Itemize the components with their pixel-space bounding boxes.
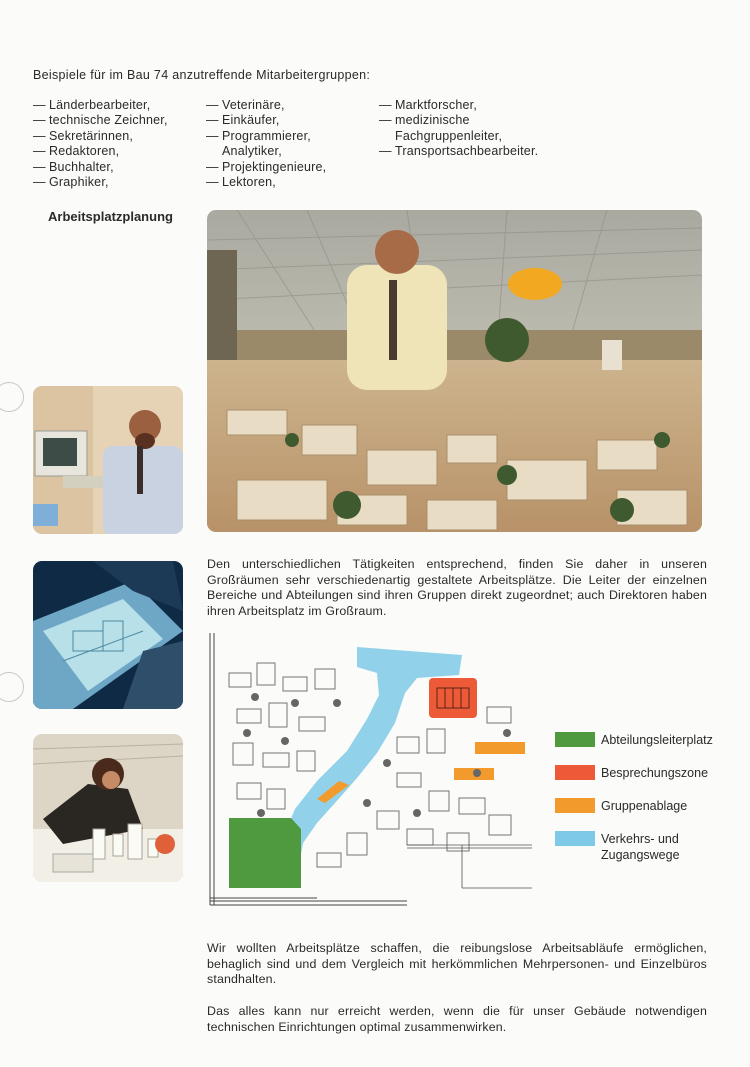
group-list-item: [379, 98, 579, 113]
dash-bullet: —: [33, 128, 46, 143]
group-list-text: Länderbearbeiter,: [49, 98, 151, 112]
group-list-item: [206, 113, 371, 128]
group-list-text: Programmierer,: [222, 128, 311, 143]
group-list-item: [206, 98, 371, 113]
dash-bullet: —: [33, 98, 46, 112]
group-list-text: Transportsachbearbeiter.: [395, 144, 539, 159]
terminal-worker-photo: [33, 386, 183, 534]
group-list-text: technische Zeichner,: [49, 113, 168, 128]
dash-bullet: —: [379, 98, 392, 112]
group-list-item: [206, 144, 371, 159]
legend-item: [555, 798, 726, 814]
group-list-item: [206, 160, 371, 175]
group-list-item: [33, 113, 198, 128]
office-model-photo: [207, 210, 702, 532]
legend-label: Gruppenablage: [601, 799, 688, 813]
group-list-text: Lektoren,: [222, 175, 276, 190]
floor-plan: [207, 633, 532, 908]
legend-item: [555, 765, 726, 781]
group-list-text: Graphiker,: [49, 175, 109, 190]
legend-item: [555, 831, 726, 863]
dash-bullet: —: [33, 144, 46, 159]
group-list-text: medizinische: [395, 113, 470, 128]
legend-swatch: [555, 732, 595, 747]
group-list-text: Marktforscher,: [395, 98, 477, 112]
group-list-text: Projektingenieure,: [222, 159, 327, 174]
punch-hole-bottom: [0, 672, 24, 702]
intro-text: Beispiele für im Bau 74 anzutreffende Mitarbeitergruppen:: [33, 68, 371, 82]
group-list-column-1: [33, 98, 198, 190]
dash-bullet: —: [206, 128, 219, 143]
dash-bullet: —: [33, 175, 46, 190]
group-list-item: [379, 129, 579, 144]
group-list-text: Fachgruppenleiter,: [395, 128, 503, 143]
punch-hole-top: [0, 382, 24, 412]
dash-bullet: —: [206, 175, 219, 190]
group-list-item: [33, 129, 198, 144]
paragraph-goals: Wir wollten Arbeitsplätze schaffen, die reibungslose Arbeitsabläufe ermöglichen, behaglich sind und dem Vergleich mit herkömmlichen Mehrpersonen- und Einzelbüros standhalten.: [207, 941, 707, 987]
group-list-text: Sekretärinnen,: [49, 128, 134, 143]
legend-item: [555, 732, 726, 748]
group-list-item: [33, 175, 198, 190]
section-heading: Arbeitsplatzplanung: [48, 209, 173, 224]
group-list-item: [33, 160, 198, 175]
paragraph-workplaces: Den unterschiedlichen Tätigkeiten entsprechend, finden Sie daher in unseren Großräumen sehr verschiedenartig gestaltete Arbeitsplätze. Die Leiter der einzelnen Bereiche und Abteilungen sind ihren Gruppen direkt zugeordnet; auch Direktoren haben ihren Arbeitsplatz im Großraum.: [207, 557, 707, 618]
group-list-item: [379, 144, 579, 159]
legend-swatch: [555, 765, 595, 780]
group-list-text: Veterinäre,: [222, 98, 285, 112]
group-list-item: [206, 175, 371, 190]
group-list-item: [33, 144, 198, 159]
legend-swatch: [555, 798, 595, 813]
model-builder-photo: [33, 734, 183, 882]
group-list-column-3: [379, 98, 579, 160]
legend-label: Besprechungszone: [601, 766, 709, 780]
group-list-item: [206, 129, 371, 144]
legend-label: Abteilungsleiterplatz: [601, 733, 713, 747]
dash-bullet: —: [206, 98, 219, 112]
group-list-column-2: [206, 98, 371, 190]
dash-bullet: —: [33, 159, 46, 174]
group-list-text: Redaktoren,: [49, 144, 120, 159]
group-list-text: Einkäufer,: [222, 113, 280, 128]
dash-bullet: —: [206, 159, 219, 174]
paragraph-technical: Das alles kann nur erreicht werden, wenn die für unser Gebäude notwendigen technischen Einrichtungen optimal zusammenwirken.: [207, 1004, 707, 1034]
dash-bullet: —: [379, 144, 392, 159]
legend-swatch: [555, 831, 595, 846]
group-list-item: [379, 113, 579, 128]
group-list-text: Analytiker,: [222, 144, 282, 159]
light-table-photo: [33, 561, 183, 709]
dash-bullet: —: [33, 113, 46, 128]
dash-bullet: —: [379, 113, 392, 128]
dash-bullet: —: [206, 113, 219, 128]
legend-label: Verkehrs- und Zugangswege: [601, 832, 680, 862]
group-list-item: [33, 98, 198, 113]
group-list-text: Buchhalter,: [49, 159, 114, 174]
